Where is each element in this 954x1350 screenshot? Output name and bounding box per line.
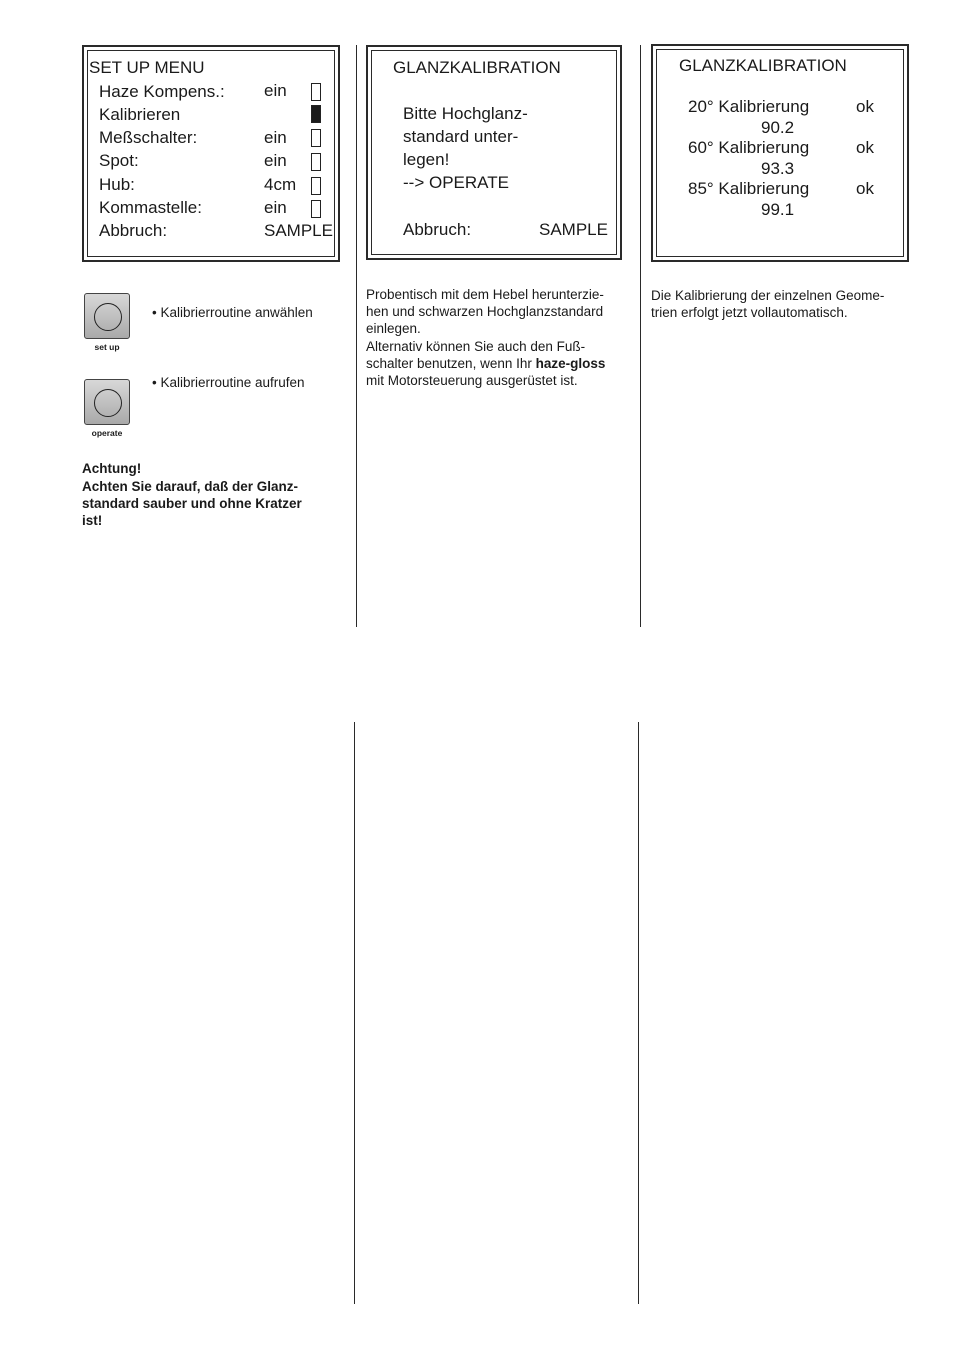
menu-label-kommastelle: Kommastelle: — [99, 198, 202, 217]
product-name: haze-gloss — [535, 356, 606, 371]
result-status-85: ok — [856, 179, 874, 198]
circle-icon — [94, 303, 122, 331]
checkbox-hub — [311, 177, 321, 195]
result-value-20: 90.2 — [761, 118, 795, 137]
middle-note-line: Probentisch mit dem Hebel herunterzie- — [366, 287, 604, 302]
warning-text: Achten Sie darauf, daß der Glanz- — [82, 479, 299, 494]
middle-note-line: hen und schwarzen Hochglanzstandard — [366, 304, 604, 319]
right-note-line: trien erfolgt jetzt vollautomatisch. — [651, 305, 848, 320]
right-note-line: Die Kalibrierung der einzelnen Geome- — [651, 288, 885, 303]
result-label-20: 20° Kalibrierung — [688, 97, 810, 116]
step-start-calibration: • Kalibrierroutine aufrufen — [152, 375, 305, 390]
prompt-line-2: standard unter- — [403, 127, 519, 146]
step-select-calibration: • Kalibrierroutine anwählen — [152, 305, 313, 320]
warning-text: ist! — [82, 513, 103, 528]
menu-value-hub: 4cm — [264, 175, 297, 194]
menu-value-haze: ein — [264, 81, 287, 100]
middle-note-line: mit Motorsteuerung ausgerüstet ist. — [366, 373, 578, 388]
operate-button[interactable] — [84, 379, 130, 425]
middle-note-text: schalter benutzen, wenn Ihr — [366, 356, 536, 371]
menu-label-haze: Haze Kompens.: — [99, 82, 225, 101]
prompt-line-1: Bitte Hochglanz- — [403, 104, 528, 123]
middle-note-line: einlegen. — [366, 321, 421, 336]
result-label-85: 85° Kalibrierung — [688, 179, 810, 198]
prompt-line-3: legen! — [403, 150, 450, 169]
prompt-line-4: --> OPERATE — [403, 173, 509, 192]
lcd-calibration-results — [651, 44, 909, 262]
selection-cursor — [311, 105, 321, 123]
prompt-abort-label: Abbruch: — [403, 220, 472, 239]
menu-value-messschalter: ein — [264, 128, 287, 147]
warning-text: standard sauber und ohne Kratzer — [82, 496, 302, 511]
column-divider — [354, 722, 355, 1304]
menu-label-abbruch: Abbruch: — [99, 221, 168, 240]
menu-label-kalibrieren: Kalibrieren — [99, 105, 181, 124]
lcd-title: SET UP MENU — [89, 58, 205, 77]
result-status-20: ok — [856, 97, 874, 116]
checkbox-kommastelle — [311, 200, 321, 218]
lcd-title: GLANZKALIBRATION — [393, 58, 561, 77]
result-label-60: 60° Kalibrierung — [688, 138, 810, 157]
result-status-60: ok — [856, 138, 874, 157]
menu-label-spot: Spot: — [99, 151, 139, 170]
prompt-abort-value: SAMPLE — [539, 220, 608, 239]
operate-button-label: operate — [91, 428, 123, 438]
setup-button-label: set up — [94, 342, 120, 352]
lcd-title: GLANZKALIBRATION — [679, 56, 847, 75]
checkbox-spot — [311, 153, 321, 171]
lcd-calibration-prompt — [366, 45, 622, 260]
column-divider — [356, 45, 357, 627]
checkbox-haze — [311, 83, 321, 101]
column-divider — [638, 722, 639, 1304]
menu-value-abbruch: SAMPLE — [264, 221, 333, 240]
circle-icon — [94, 389, 122, 417]
checkbox-messschalter — [311, 129, 321, 147]
menu-value-kommastelle: ein — [264, 198, 287, 217]
setup-button[interactable] — [84, 293, 130, 339]
lcd-setup-menu — [82, 45, 340, 262]
menu-label-hub: Hub: — [99, 175, 135, 194]
result-value-85: 99.1 — [761, 200, 795, 219]
result-value-60: 93.3 — [761, 159, 795, 178]
middle-note-line — [366, 355, 605, 372]
warning-heading: Achtung! — [82, 461, 142, 476]
menu-label-messschalter: Meßschalter: — [99, 128, 198, 147]
menu-value-spot: ein — [264, 151, 287, 170]
column-divider — [640, 45, 641, 627]
middle-note-line: Alternativ können Sie auch den Fuß- — [366, 339, 586, 354]
